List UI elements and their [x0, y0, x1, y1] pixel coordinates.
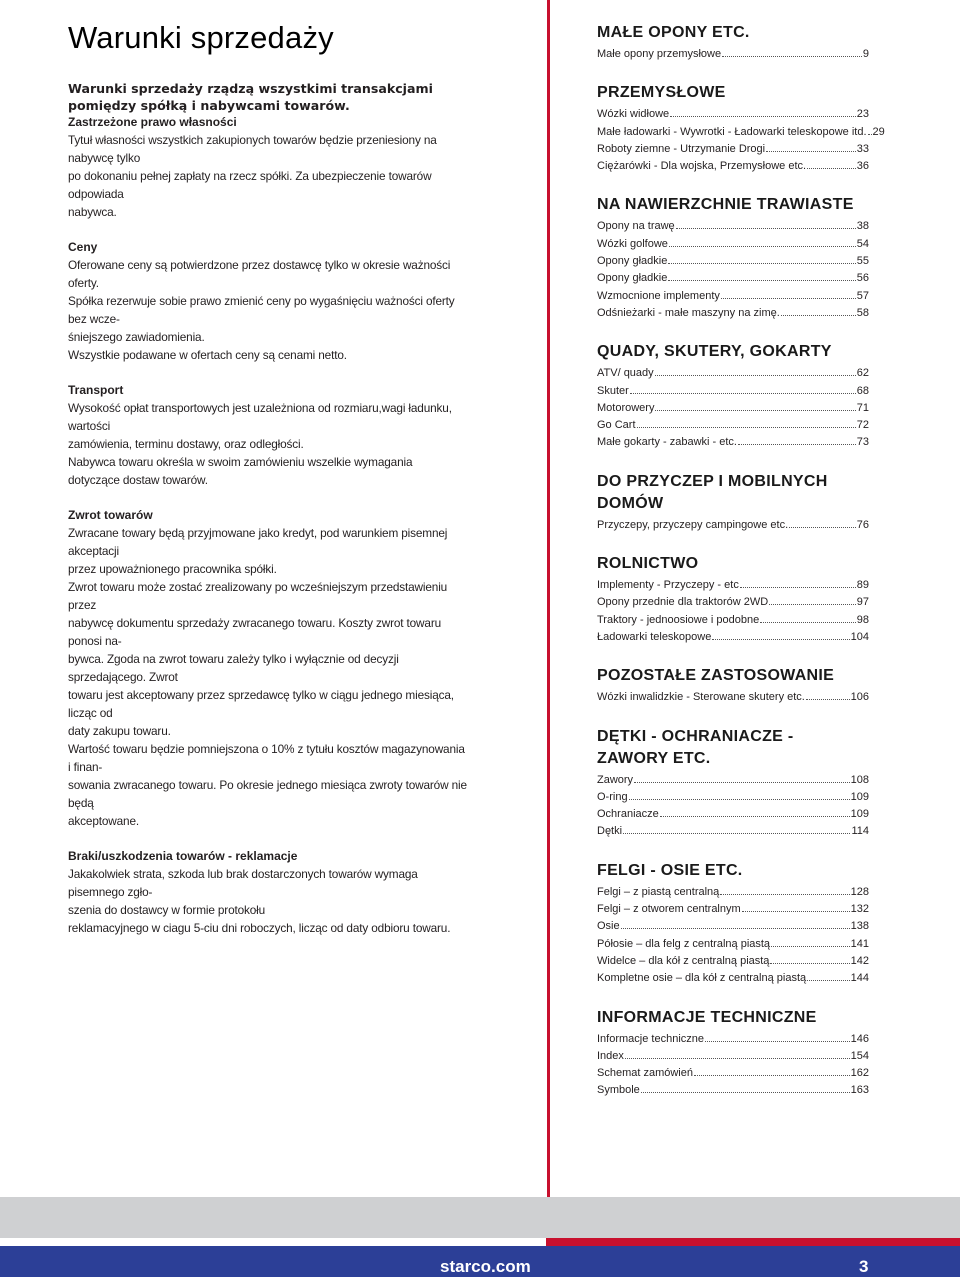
toc-entry-label: Przyczepy, przyczepy campingowe etc. — [597, 518, 789, 531]
section-text-line: reklamacyjnego w ciagu 5-ciu dni roboczych, licząc od daty odbioru towaru. — [68, 921, 451, 935]
toc-dot-leader — [660, 816, 850, 817]
toc-category-title: INFORMACJE TECHNICZNE — [597, 1008, 817, 1026]
section-text-line: po dokonaniu pełnej zapłaty na rzecz spółki. Za ubezpieczenie towarów odpowiada — [68, 169, 432, 201]
toc-entry-page: 98 — [856, 613, 869, 626]
toc-entry-label: Motorowery — [597, 401, 655, 414]
red-divider-line — [547, 0, 550, 1205]
toc-entry-label: Małe ładowarki - Wywrotki - Ładowarki teleskopowe itd. — [597, 125, 867, 138]
section-text-line: Spółka rezerwuje sobie prawo zmienić ceny po wygaśnięciu ważności oferty bez wcze- — [68, 294, 455, 326]
toc-category — [597, 726, 869, 841]
toc-dot-leader — [669, 246, 856, 247]
toc-entry[interactable] — [597, 305, 869, 322]
toc-entry[interactable] — [597, 236, 869, 253]
toc-entry[interactable] — [597, 577, 869, 594]
toc-entry-label: Małe opony przemysłowe — [597, 48, 722, 60]
toc-entry-page: 58 — [856, 306, 869, 319]
toc-entry-page: 104 — [850, 630, 869, 643]
toc-dot-leader — [720, 894, 849, 895]
footer-website[interactable]: starco.com — [440, 1257, 531, 1276]
section-text-line: śniejszego zawiadomienia. — [68, 330, 205, 344]
toc-entry-page: 108 — [850, 773, 869, 786]
toc-dot-leader — [670, 116, 856, 117]
toc-entry-label: Półosie – dla felg z centralną piastą — [597, 937, 771, 950]
toc-dot-leader — [742, 911, 850, 912]
toc-entry[interactable] — [597, 106, 869, 123]
toc-category-title: QUADY, SKUTERY, GOKARTY — [597, 343, 832, 361]
toc-entry-label: Ładowarki teleskopowe — [597, 630, 712, 643]
section-text-line: Wartość towaru będzie pomniejszona o 10% z tytułu kosztów magazynowania i finan- — [68, 742, 465, 774]
footer-grey-band — [0, 1197, 960, 1238]
toc-dot-leader — [781, 315, 856, 316]
toc-dot-leader — [740, 587, 856, 588]
toc-dot-leader — [625, 1058, 850, 1059]
toc-entry-label: Odśnieżarki - małe maszyny na zimę. — [597, 306, 780, 319]
toc-category-title: DO PRZYCZEP I MOBILNYCH DOMÓW — [597, 472, 828, 512]
section-heading: Transport — [68, 383, 124, 397]
toc-entry-page: 73 — [856, 436, 869, 449]
toc-dot-leader — [789, 527, 856, 528]
toc-dot-leader — [868, 134, 872, 135]
section-text-line: Wszystkie podawane w ofertach ceny są cenami netto. — [68, 348, 347, 362]
terms-column — [68, 18, 468, 937]
toc-dot-leader — [621, 928, 850, 929]
toc-entry-label: Małe gokarty - zabawki - etc. — [597, 436, 737, 449]
toc-entry[interactable] — [597, 383, 869, 400]
toc-dot-leader — [760, 622, 856, 623]
toc-entry[interactable] — [597, 1048, 869, 1065]
toc-entry-page: 109 — [850, 790, 869, 803]
toc-category — [597, 82, 885, 175]
toc-entry[interactable] — [597, 218, 869, 235]
terms-section — [68, 507, 468, 830]
toc-entry[interactable] — [597, 1031, 869, 1048]
toc-entry[interactable] — [597, 970, 869, 987]
section-text-line: dotyczące dostaw towarów. — [68, 473, 208, 487]
toc-entry-page: 114 — [851, 825, 869, 838]
section-heading: Zastrzeżone prawo własności — [68, 115, 237, 129]
section-text-line: zamówienia, terminu dostawy, oraz odległości. — [68, 437, 304, 451]
toc-entry-label: Symbole — [597, 1084, 640, 1097]
toc-entry[interactable] — [597, 46, 869, 63]
page-title: Warunki sprzedaży — [68, 20, 334, 55]
toc-dot-leader — [629, 799, 850, 800]
toc-entry-label: ATV/ quady — [597, 367, 654, 380]
toc-entry-page: 38 — [856, 220, 869, 233]
toc-entry[interactable] — [597, 594, 869, 611]
section-text-line: Tytuł własności wszystkich zakupionych towarów będzie przeniesiony na nabywcę tylko — [68, 133, 437, 165]
section-text-line: szenia do dostawcy w formie protokołu — [68, 903, 266, 917]
toc-entry[interactable] — [597, 517, 869, 534]
toc-dot-leader — [676, 228, 856, 229]
intro-text — [68, 80, 468, 114]
section-text-line: przez upoważnionego pracownika spółki. — [68, 562, 277, 576]
toc-entry-label: Osie — [597, 920, 620, 933]
section-gap — [68, 489, 468, 507]
toc-category-title: MAŁE OPONY ETC. — [597, 24, 750, 41]
section-text-line: Zwrot towaru może zostać zrealizowany po wcześniejszym przedstawieniu przez — [68, 580, 448, 612]
terms-section — [68, 239, 468, 364]
toc-entry[interactable] — [597, 901, 869, 918]
toc-category — [597, 341, 869, 451]
toc-category-title: PRZEMYSŁOWE — [597, 84, 726, 102]
footer-page-number: 3 — [859, 1257, 869, 1276]
terms-section — [68, 382, 468, 489]
toc-entry-page: 54 — [856, 237, 869, 250]
section-heading: Braki/uszkodzenia towarów - reklamacje — [68, 849, 298, 863]
section-gap — [68, 364, 468, 382]
toc-dot-leader — [712, 639, 849, 640]
toc-dot-leader — [630, 393, 856, 394]
section-text-line: nabywcę dokumentu sprzedaży zwracanego towaru. Koszty zwrot towaru ponosi na- — [68, 616, 442, 648]
terms-sections — [68, 114, 468, 937]
toc-entry-page: 141 — [850, 937, 869, 950]
toc-entry-label: Wzmocnione implementy — [597, 289, 720, 302]
toc-category — [597, 860, 869, 988]
toc-entry-label: Wózki widłowe — [597, 108, 670, 121]
toc-dot-leader — [637, 427, 856, 428]
toc-entry-label: Skuter — [597, 384, 629, 397]
toc-entry-page: 29 — [872, 125, 885, 138]
toc-entry-label: O-ring — [597, 790, 628, 803]
footer-red-band — [546, 1238, 960, 1246]
toc-entry-label: Opony gładkie — [597, 255, 668, 268]
toc-entry-label: Felgi – z otworem centralnym — [597, 903, 741, 916]
toc-entry-page: 144 — [850, 972, 869, 985]
toc-dot-leader — [738, 444, 856, 445]
toc-dot-leader — [807, 168, 856, 169]
toc-entry-label: Opony na trawę — [597, 220, 675, 233]
toc-entry-page: 106 — [850, 691, 869, 704]
toc-entry[interactable] — [597, 629, 869, 646]
toc-entry-page: 76 — [856, 518, 869, 531]
section-heading: Ceny — [68, 240, 98, 254]
intro-line: pomiędzy spółką i nabywcami towarów. — [68, 98, 350, 113]
toc-entry-label: Go Cart — [597, 419, 636, 432]
toc-dot-leader — [722, 56, 862, 57]
toc-category — [597, 553, 869, 646]
toc-entry[interactable] — [597, 365, 869, 382]
toc-entry-label: Dętki — [597, 825, 623, 838]
toc-entry-label: Felgi – z piastą centralną — [597, 885, 720, 898]
toc-entry[interactable] — [597, 789, 869, 806]
section-gap — [68, 221, 468, 239]
toc-entry[interactable] — [597, 434, 869, 451]
toc-entry-label: Ciężarówki - Dla wojska, Przemysłowe etc. — [597, 160, 807, 173]
toc-entry-page: 138 — [850, 920, 869, 933]
toc-category — [597, 471, 869, 534]
toc-entry-label: Widelce – dla kół z centralną piastą — [597, 954, 770, 967]
toc-entry-label: Implementy - Przyczepy - etc — [597, 579, 739, 592]
section-text-line: sowania zwracanego towaru. Po okresie jednego miesiąca zwroty towarów nie będą — [68, 778, 467, 810]
toc-dot-leader — [806, 699, 850, 700]
toc-entry[interactable] — [597, 417, 869, 434]
toc-entry-label: Schemat zamówień — [597, 1067, 693, 1080]
toc-dot-leader — [668, 280, 855, 281]
toc-dot-leader — [766, 151, 856, 152]
toc-entry[interactable] — [597, 1065, 869, 1082]
toc-entry-page: 57 — [856, 289, 869, 302]
toc-category-title: DĘTKI - OCHRANIACZE - ZAWORY ETC. — [597, 727, 794, 767]
toc-entry-page: 33 — [856, 142, 869, 155]
toc-entry[interactable] — [597, 689, 869, 706]
toc-entry-page: 162 — [850, 1067, 869, 1080]
section-text-line: Jakakolwiek strata, szkoda lub brak dostarczonych towarów wymaga pisemnego zgło- — [68, 867, 418, 899]
toc-entry-page: 56 — [856, 272, 869, 285]
toc-category — [597, 665, 869, 706]
toc-entry-label: Wózki golfowe — [597, 237, 668, 250]
section-text-line: Zwracane towary będą przyjmowane jako kredyt, pod warunkiem pisemnej akceptacji — [68, 526, 448, 558]
toc-entry-page: 142 — [850, 954, 869, 967]
section-text-line: daty zakupu towaru. — [68, 724, 171, 738]
toc-entry[interactable] — [597, 141, 869, 158]
toc-category-title: POZOSTAŁE ZASTOSOWANIE — [597, 667, 835, 685]
toc-dot-leader — [655, 375, 856, 376]
toc-entry[interactable] — [597, 158, 869, 175]
toc-dot-leader — [655, 410, 855, 411]
toc-entry-page: 36 — [856, 160, 869, 173]
toc-entry-page: 55 — [856, 255, 869, 268]
section-heading: Zwrot towarów — [68, 508, 153, 522]
toc-entry[interactable] — [597, 772, 869, 789]
toc-category — [597, 1007, 869, 1100]
toc-dot-leader — [770, 963, 849, 964]
toc-entry-label: Roboty ziemne - Utrzymanie Drogi — [597, 142, 766, 155]
toc-entry-label: Traktory - jednoosiowe i podobne — [597, 613, 760, 626]
toc-entry-label: Wózki inwalidzkie - Sterowane skutery etc. — [597, 691, 805, 704]
toc-entry-label: Opony gładkie — [597, 272, 668, 285]
toc-entry-label: Ochraniacze — [597, 808, 659, 821]
section-gap — [68, 830, 468, 848]
toc-entry-page: 9 — [862, 48, 869, 60]
section-text-line: Nabywca towaru określa w swoim zamówieniu wszelkie wymagania — [68, 455, 413, 469]
toc-entry[interactable] — [597, 253, 869, 270]
terms-section — [68, 848, 468, 937]
toc-entry-label: Informacje techniczne — [597, 1032, 704, 1045]
terms-section — [68, 114, 468, 221]
toc-entry-page: 72 — [856, 419, 869, 432]
section-text-line: towaru jest akceptowany przez sprzedawcę tylko w ciągu jednego miesiąca, licząc od — [68, 688, 454, 720]
toc-dot-leader — [668, 263, 855, 264]
section-text-line: akceptowane. — [68, 814, 139, 828]
toc-entry-page: 146 — [850, 1032, 869, 1045]
toc-entry-page: 109 — [850, 808, 869, 821]
toc-entry[interactable] — [597, 918, 869, 935]
toc-entry-label: Kompletne osie – dla kół z centralną piastą — [597, 972, 807, 985]
intro-line: Warunki sprzedaży rządzą wszystkimi transakcjami — [68, 81, 433, 96]
toc-entry-page: 97 — [856, 596, 869, 609]
toc-dot-leader — [634, 782, 850, 783]
toc-entry-page: 71 — [856, 401, 869, 414]
toc-entry-page: 62 — [856, 367, 869, 380]
toc-entry-page: 128 — [850, 885, 869, 898]
section-text-line: Wysokość opłat transportowych jest uzależniona od rozmiaru,wagi ładunku, wartości — [68, 401, 452, 433]
toc-dot-leader — [721, 298, 856, 299]
toc-dot-leader — [641, 1092, 850, 1093]
table-of-contents — [597, 22, 885, 1119]
toc-entry-page: 163 — [850, 1084, 869, 1097]
toc-category — [597, 22, 869, 63]
toc-dot-leader — [807, 980, 850, 981]
toc-entry[interactable] — [597, 400, 869, 417]
toc-entry-page: 23 — [856, 108, 869, 121]
toc-entry[interactable] — [597, 884, 869, 901]
toc-category-title: ROLNICTWO — [597, 555, 699, 573]
section-text-line: nabywca. — [68, 205, 117, 219]
toc-dot-leader — [694, 1075, 850, 1076]
toc-entry-page: 154 — [850, 1049, 869, 1062]
toc-entry[interactable] — [597, 124, 885, 141]
toc-dot-leader — [771, 946, 850, 947]
toc-dot-leader — [623, 833, 850, 834]
toc-category-title: FELGI - OSIE ETC. — [597, 861, 743, 879]
toc-entry-page: 89 — [856, 579, 869, 592]
section-text-line: bywca. Zgoda na zwrot towaru zależy tylko i wyłącznie od decyzji sprzedającego. Zwrot — [68, 652, 399, 684]
toc-entry[interactable] — [597, 1082, 869, 1099]
toc-category-title: NA NAWIERZCHNIE TRAWIASTE — [597, 196, 854, 214]
toc-category — [597, 194, 869, 322]
toc-entry[interactable] — [597, 612, 869, 629]
toc-entry[interactable] — [597, 823, 869, 840]
toc-entry[interactable] — [597, 806, 869, 823]
toc-entry[interactable] — [597, 288, 869, 305]
toc-entry-page: 68 — [856, 384, 869, 397]
toc-entry[interactable] — [597, 936, 869, 953]
toc-entry[interactable] — [597, 953, 869, 970]
toc-entry[interactable] — [597, 270, 869, 287]
toc-dot-leader — [705, 1041, 850, 1042]
toc-entry-page: 132 — [850, 903, 869, 916]
toc-entry-label: Opony przednie dla traktorów 2WD — [597, 596, 769, 609]
section-text-line: Oferowane ceny są potwierdzone przez dostawcę tylko w okresie ważności oferty. — [68, 258, 451, 290]
toc-entry-label: Index — [597, 1049, 624, 1062]
toc-dot-leader — [769, 604, 856, 605]
toc-entry-label: Zawory — [597, 773, 634, 786]
